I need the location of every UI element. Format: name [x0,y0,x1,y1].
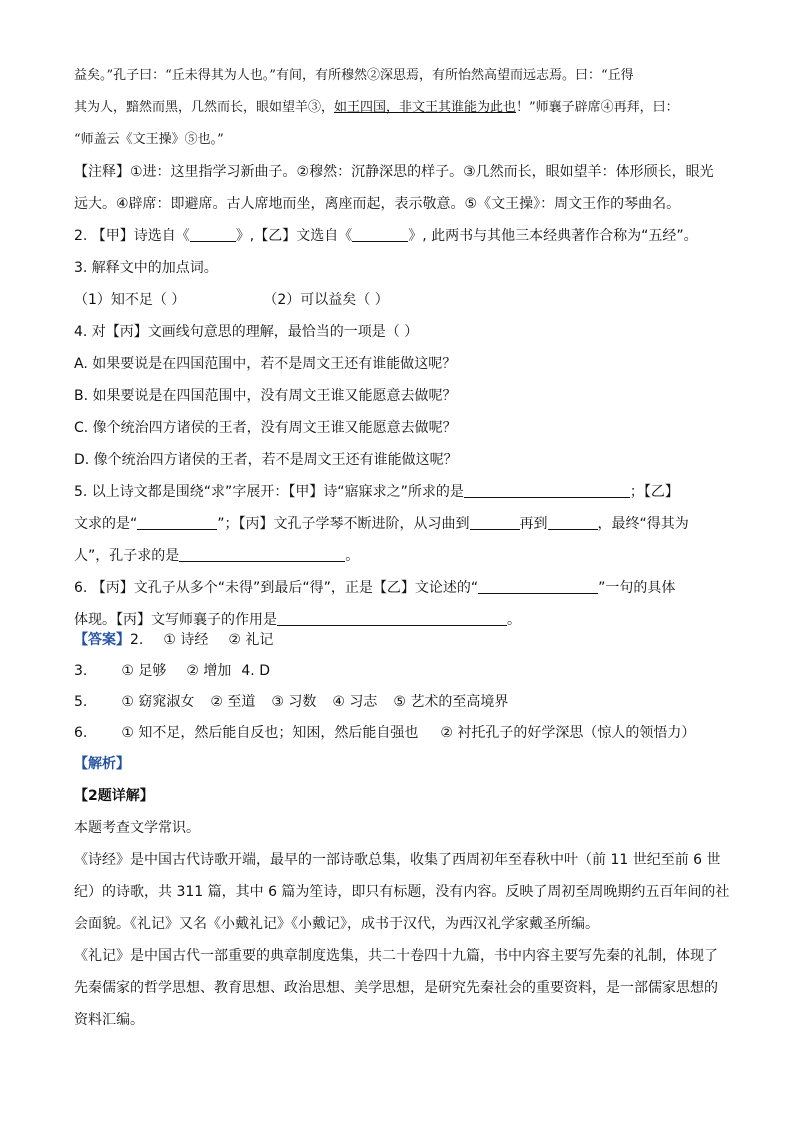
answer-number: 3. [74,663,88,679]
answer-number: 6. [74,725,88,741]
circled-number: ① [121,694,134,710]
question-text: ；【乙】 [629,484,679,500]
question-3-items [74,290,389,310]
answer-blank [548,515,598,530]
analysis-paragraph: 资料汇编。 [74,1012,144,1028]
answer-blank [352,227,408,242]
answer-blank [470,515,520,530]
option-a: A. 如果要说是在四国范围中，若不是周文王还有谁能做这呢？ [74,356,457,372]
answer-blank [137,515,217,530]
question-3-item-2: （2）可以益矣（ ） [263,292,389,308]
question-text: 6. 【丙】文孔子从多个“未得”到最后“得”，正是【乙】文论述的“ [74,580,479,596]
answer-number: 5. [74,694,88,710]
analysis-paragraph: 先秦儒家的哲学思想、教育思想、政治思想、美学思想，是研究先秦社会的重要资料，是一部儒家思想的 [74,980,718,996]
answers-line-5 [74,691,508,713]
answer-item: ② 衬托孔子的好学深思（惊人的领悟力） [440,725,696,741]
answer-item: ⑤ 艺术的至高境界 [393,694,509,710]
question-text: 。 [345,548,360,564]
passage-text: 其为人，黯然而黑，几然而长，眼如望羊③， [74,100,335,115]
analysis-subheading: 【2题详解】 [74,788,154,804]
question-3: 3. 解释文中的加点词。 [74,260,218,276]
answer-item: ① 诗经 [163,632,209,648]
circled-number: ⑤ [393,694,406,710]
notes-line-2: 远大。④辟席：即避席。古人席地而坐，离座而起，表示敬意。⑤《文王操》：周文王作的琴曲名。 [74,196,681,212]
answer-blank [179,547,345,562]
question-text: ”；【丙】文孔子学琴不断进阶，从习曲到 [217,516,470,532]
circled-number: ① [121,725,134,741]
analysis-paragraph: 本题考查文学常识。 [74,820,200,836]
answer-label: 【答案】 [74,632,130,648]
passage-line-1: 益矣。”孔子曰：“丘未得其为人也。”有间，有所穆然②深思焉，有所怡然高望而远志焉。曰：“丘得 [74,68,634,83]
circled-number: ② [228,632,241,648]
question-text: ，最终“得其为 [597,516,689,532]
analysis-paragraph: 会面貌。《礼记》又名《小戴礼记》《小戴记》，成书于汉代，为西汉礼学家戴圣所编。 [74,916,599,932]
answers-line-3 [74,660,270,682]
question-5-line-2 [74,514,689,534]
question-text: 2. 【甲】诗选自《 [74,228,190,244]
answer-item: ① 窈窕淑女 [121,694,195,710]
question-6-line-1 [74,578,675,598]
circled-number: ② [210,694,223,710]
question-5-line-1 [74,482,679,502]
question-text: 再到 [519,516,548,532]
answer-item: ② 增加 [186,663,232,679]
underlined-sentence: 如王四国，非文王其谁能为此也 [334,100,517,115]
answers-line-6 [74,722,695,744]
circled-number: ③ [271,694,284,710]
question-4: 4. 对【丙】文画线句意思的理解，最恰当的一项是（ ） [74,324,419,340]
answer-q4: 4. D [241,663,270,679]
question-6-line-2 [74,610,521,630]
passage-line-2 [74,98,679,118]
answer-blank [190,227,236,242]
answer-item: ① 足够 [121,663,167,679]
analysis-label: 【解析】 [74,756,130,772]
question-2 [74,226,698,246]
question-text: 》,【乙】文选自《 [235,228,353,244]
circled-number: ① [163,632,176,648]
answer-blank [464,483,630,498]
analysis-paragraph: 《礼记》是中国古代一部重要的典章制度选集，共二十卷四十九篇，书中内容主要写先秦的礼制，体现了 [74,948,718,964]
answer-item: ③ 习数 [271,694,317,710]
analysis-paragraph: 《诗经》是中国古代诗歌开端，最早的一部诗歌总集，收集了西周初年至春秋中叶（前 11 世纪至前 6 世 [74,852,721,868]
question-text: ”一句的具体 [598,580,676,596]
notes-line-1: 【注释】①进：这里指学习新曲子。②穆然：沉静深思的样子。③几然而长，眼如望羊：体形颀长，眼光 [74,164,714,180]
circled-number: ① [121,663,134,679]
passage-line-3: “师盖云《文王操》⑤也。” [74,132,224,147]
question-text: 体现。【丙】文写师襄子的作用是 [74,612,277,628]
answer-item: ④ 习志 [332,694,378,710]
question-text: 。 [507,612,521,628]
question-text: 文求的是“ [74,516,138,532]
option-c: C. 像个统治四方诸侯的王者，没有周文王谁又能愿意去做呢？ [74,420,457,436]
analysis-paragraph: 纪）的诗歌，共 311 篇，其中 6 篇为笙诗，即只有标题，没有内容。反映了周初至周晚期约五百年间的社 [74,884,730,900]
question-text: 5. 以上诗文都是围绕“求”字展开：【甲】诗“寤寐求之”所求的是 [74,484,464,500]
answer-item: ① 知不足，然后能自反也；知困，然后能自强也 [121,725,419,741]
answer-blank [277,611,507,626]
option-b: B. 如果要说是在四国范围中，没有周文王谁又能愿意去做呢？ [74,388,457,404]
question-text: 》, 此两书与其他三本经典著作合称为“五经”。 [408,228,698,244]
option-d: D. 像个统治四方诸侯的王者，若不是周文王还有谁能做这呢？ [74,452,458,468]
answer-item: ② 至道 [210,694,256,710]
circled-number: ② [440,725,453,741]
answers-line-2 [74,629,273,651]
passage-text: ！”师襄子辟席④再拜，曰： [516,100,679,115]
answer-number: 2. [130,632,144,648]
question-3-item-1: （1）知不足（ ） [74,292,186,308]
circled-number: ② [186,663,199,679]
question-text: 人”，孔子求的是 [74,548,180,564]
answer-blank [478,579,598,594]
question-5-line-3 [74,546,359,566]
answer-item: ② 礼记 [228,632,274,648]
circled-number: ④ [332,694,345,710]
